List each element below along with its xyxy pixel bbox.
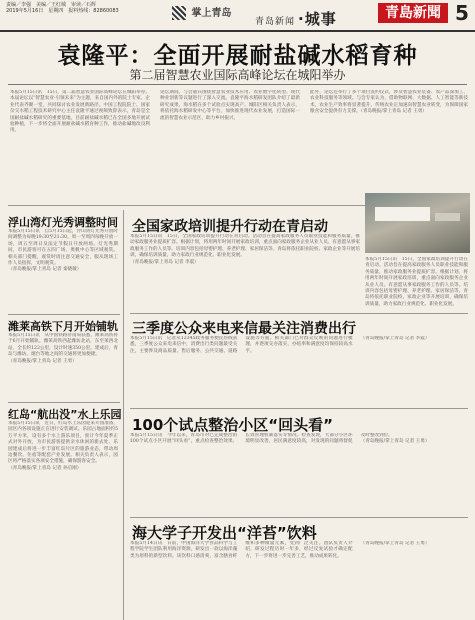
newspaper-brand: 青島新聞 [378, 3, 448, 23]
article-headline: 海大学子开发出“洋苔”饮料 [132, 524, 317, 542]
edition-meta [6, 2, 156, 14]
article-headline: 红岛“航出没”水上乐园 [8, 408, 122, 421]
article-credit: （青岛晚报/掌上青岛 记者 王勇） [360, 439, 430, 445]
lead-column-1: 本报5月15日讯 15日，第二届智慧农业国际高峰论坛在城阳举办。本届论坛以“智慧农业·引领未来”为主题，来自国内外的院士专家、企业代表齐聚一堂，共同探讨农业发展新路径。中国工程院院士、国家杂交水稻工程技术研究中心主任袁隆平通过视频致辞表示，青岛是全国耐盐碱水稻研究的重要基地，目前耐盐碱水稻已在全国多地开展试验种植，下一步将全面开展耐盐碱水稻育种工作，推动盐碱地改良利用。 [10, 90, 150, 134]
article-credit: （青岛晚报/掌上青岛 记者 李震） [360, 336, 430, 341]
article-headline: 三季度公众来电来信最关注消费出行 [132, 321, 356, 337]
divider [130, 313, 468, 314]
article-body: 本报5月15日讯 从中国铁路济南局获悉，潍莱高铁将于6月开始铺轨。潍莱高铁西起潍坊北站，东至莱西北站，全长约122公里，设计时速350公里。建成后，青岛与潍坊、烟台等地之间的交通将更加便捷。 （青岛晚报/掌上青岛 记者 王勇） [8, 333, 118, 364]
divider [130, 517, 468, 518]
article-headline: 潍莱高铁下月开始铺轨 [8, 320, 118, 333]
article-headline: 全国家政培训提升行动在青启动 [132, 219, 328, 235]
date-line: 2019年5月16日 星期四 报料热线：82860083 [6, 8, 119, 14]
app-logo [172, 4, 231, 20]
article-body: 本报5月15日讯 15日，全国家政培训提升行动在青启动。活动旨在提高家政服务人员职业技能和服务质量，推动家政服务业提质扩容。根据计划，将用两年时间开展家政培训，重点面向家政服务企业从业人员、有意愿从事家政服务工作的人员等。培训内容包括母婴护理、养老护理、家居保洁等。青岛将依托职业院校、家政企业等开展培训，确保培训质量，助力家政行业规范化、职业化发展。 （青岛晚报/掌上青岛 记者 李震） [130, 234, 360, 265]
article-body: 本报5月15日讯 近日，红岛水上乐园迎来开园准备，园区内各项设施正在进行安装调试。乐园占地面积约5万平方米，设有多个水上游乐项目，预计今年夏季正式对外开放，为市民游客提供亲水休闲的新去处。乐园建成后将进一步丰富红岛片区的旅游业态，带动周边餐饮、住宿等配套产业发展。相关负责人表示，园区将严格落实各项安全措施，确保游客安全。 （青岛晚报/掌上青岛 记者 孙启刚） [8, 421, 118, 471]
divider [8, 402, 120, 403]
editor-line: 责编／李强 美编／王红城 审读／石辉 [6, 2, 97, 8]
article-body: 本报5月15日讯 记者从12345政务服务便民热线获悉，三季度公众来电来信中，消费出行类问题最受关注，主要涉及商品质量、售后服务、公共交通、道路设施等方面。相关部门已对群众反映的问题进行梳理，并逐项交办落实，办结率和满意度均保持较高水平。 （青岛晚报/掌上青岛 记者 李震） [130, 336, 468, 406]
app-logo-text: 掌上青岛 [191, 8, 232, 19]
news-photo [365, 193, 470, 253]
article-credit: （青岛晚报/掌上青岛 记者 王勇） [8, 358, 77, 364]
article-body: 本报5月14日讯 日前，中国海洋大学食品科学与工程学院学生团队利用海洋资源，研发出一款以海洋藻类为原料的新型饮料。该饮料口感清爽，富含膳食纤维和多种微量元素，受到广泛关注。团队负责人介绍，研发过程历时一年多，经过反复试验才确定配方，下一步将进一步完善工艺，推动成果转化。 （青岛晚报/掌上青岛 记者 王勇） [130, 541, 468, 617]
article-body: 本报5月15日讯 今年以来，青岛市对已完成整治的100个试点小区开展“回头看”，重点检查整治效果、长效管理机制落实等情况。检查发现，大部分小区环境明显改善，居民满意度较高，对发现的问题将督促及时整改到位。 （青岛晚报/掌上青岛 记者 王勇） [130, 433, 468, 513]
article-credit: （青岛晚报/掌上青岛 记者 孙启刚） [8, 465, 82, 471]
article-headline: 浮山湾灯光秀调整时间 [8, 216, 118, 229]
lead-column-2: 论坛期间，与会嘉宾围绕智慧农业技术应用、农业数字化转型、现代种业创新等议题进行了深入交流。袁隆平海水稻研发团队介绍了最新研究成果，海水稻在多个试验点实现高产。城阳区相关负责人表示，将依托海水稻研发中心等平台，加快推进现代农业发展，打造国际一流的智慧农业示范区，助力乡村振兴。 [160, 90, 300, 121]
photo-sign [375, 207, 430, 221]
article-body: 本报5月15日讯 自5月15日起，浮山湾灯光秀开放时间调整为每晚19:30至21:30。周一至周四每晚开放一场，周五至周日及法定节假日开放两场。灯光秀期间，市民游客可在五四广场、奥帆中心等区域观赏。相关部门提醒，观赏时请注意交通安全，服从现场工作人员指挥，文明观赏。 （青岛晚报/掌上青岛 记者 秦晓敏） [8, 229, 118, 273]
lead-subheadline: 第二届智慧农业国际高峰论坛在城阳举办 [129, 68, 346, 82]
divider [8, 314, 120, 315]
article-credit: （青岛晚报/掌上青岛 记者 秦晓敏） [8, 267, 82, 273]
column-divider [123, 210, 124, 620]
section-prefix: 青岛新闻 [255, 17, 296, 27]
page-number: 5 [455, 1, 469, 25]
page-header [0, 0, 475, 32]
qr-code-icon [172, 6, 186, 20]
photo-sign [435, 213, 460, 221]
lead-headline: 袁隆平：全面开展耐盐碱水稻育种 [57, 43, 418, 69]
section-title [255, 8, 337, 29]
section-name: ·城事 [298, 10, 337, 28]
article-body-continued: 本报5月15日讯 15日，全国家政培训提升行动在青启动。活动旨在提高家政服务人员职业技能和服务质量，推动家政服务业提质扩容。根据计划，将用两年时间开展家政培训，重点面向家政服务企业从业人员、有意愿从事家政服务工作的人员等。培训内容包括母婴护理、养老护理、家居保洁等。青岛将依托职业院校、家政企业等开展培训，确保培训质量，助力家政行业规范化、职业化发展。 [365, 257, 468, 307]
lead-column-3: 此外，论坛还举行了多个项目签约仪式，涉及智慧农业装备、农产品深加工、农业科技服务等领域。与会专家认为，借助物联网、大数据、人工智能等新技术，农业生产效率将显著提升，传统农业正加速向智慧农业转变，为保障国家粮食安全提供有力支撑。（青岛晚报/掌上青岛 记者 王勇） [310, 90, 468, 115]
article-credit: （青岛晚报/掌上青岛 记者 王勇） [360, 541, 430, 546]
article-headline: 100个试点整治小区“回头看” [132, 416, 334, 434]
divider [130, 408, 468, 409]
divider [8, 84, 467, 85]
article-credit: （青岛晚报/掌上青岛 记者 李震） [130, 259, 199, 265]
